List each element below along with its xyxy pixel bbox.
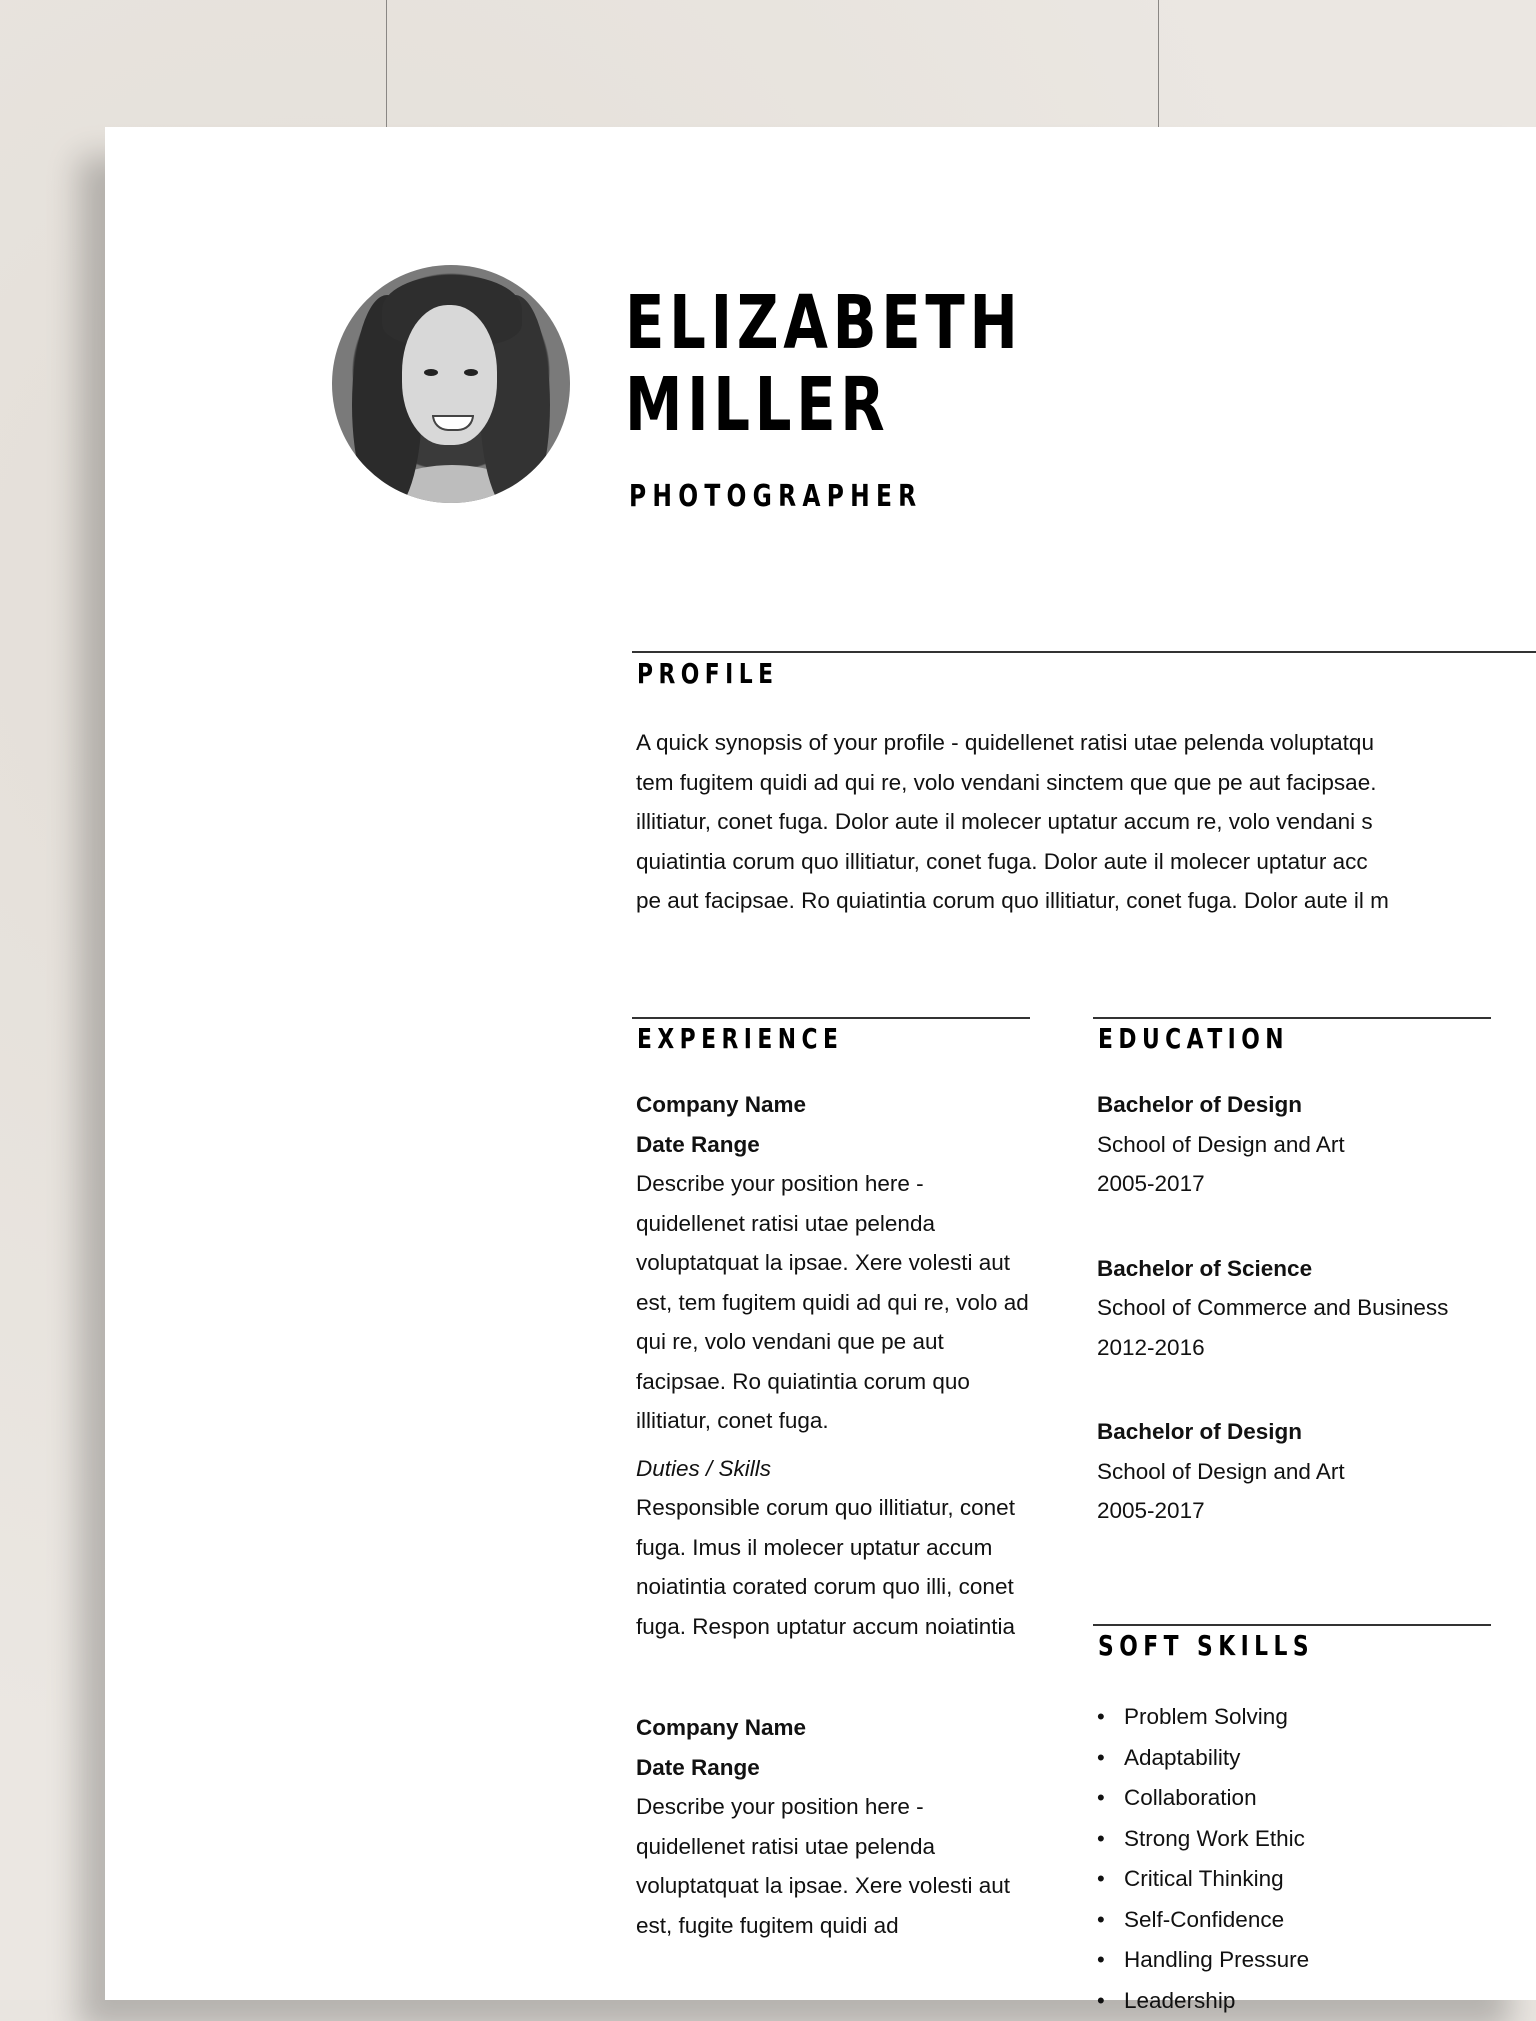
skill-item: • Adaptability [1097, 1738, 1309, 1779]
education-entry [1097, 1249, 1527, 1368]
degree: Bachelor of Science [1097, 1249, 1527, 1289]
profile-line: pe aut facipsae. Ro quiatintia corum quo illitiatur, conet fuga. Dolor aute il m [636, 881, 1536, 921]
years: 2005-2017 [1097, 1164, 1527, 1204]
name-last: MILLER [625, 362, 889, 448]
profile-heading: PROFILE [637, 657, 778, 690]
profile-line: tem fugitem quidi ad qui re, volo vendani sinctem que que pe aut facipsae. [636, 763, 1536, 803]
experience-entry [636, 1085, 1031, 1646]
position-description: Describe your position here - quidellenet ratisi utae pelenda voluptatquat la ipsae. Xere volesti aut est, fugite fugitem quidi ad [636, 1787, 1031, 1945]
photo-eye-right [464, 369, 478, 376]
soft-skills-divider [1093, 1624, 1491, 1626]
years: 2012-2016 [1097, 1328, 1527, 1368]
skill-item: • Handling Pressure [1097, 1940, 1309, 1981]
hanging-wire-right [1158, 0, 1159, 127]
job-title: PHOTOGRAPHER [629, 479, 922, 514]
degree: Bachelor of Design [1097, 1085, 1527, 1125]
experience-heading: EXPERIENCE [637, 1022, 843, 1055]
skill-item: • Leadership [1097, 1981, 1309, 2021]
experience-entry [636, 1708, 1031, 1945]
profile-line: quiatintia corum quo illitiatur, conet fuga. Dolor aute il molecer uptatur acc [636, 842, 1536, 882]
date-range: Date Range [636, 1125, 1031, 1165]
soft-skills-heading: SOFT SKILLS [1098, 1629, 1314, 1662]
skill-item: • Self-Confidence [1097, 1900, 1309, 1941]
company-name: Company Name [636, 1085, 1031, 1125]
candidate-name [625, 282, 1022, 446]
profile-line: A quick synopsis of your profile - quidellenet ratisi utae pelenda voluptatqu [636, 723, 1536, 763]
education-heading: EDUCATION [1098, 1022, 1289, 1055]
profile-photo [332, 265, 570, 503]
skill-item: • Strong Work Ethic [1097, 1819, 1309, 1860]
education-entry [1097, 1412, 1527, 1531]
hanging-wire-left [386, 0, 387, 127]
position-description: Describe your position here - quidellenet ratisi utae pelenda voluptatquat la ipsae. Xere volesti aut est, tem fugitem quidi ad qui re, volo ad qui re, volo vendani que pe aut facipsae. Ro quiatintia corum quo illitiatur, conet fuga. [636, 1164, 1031, 1441]
skill-item: • Collaboration [1097, 1778, 1309, 1819]
education-list [1097, 1085, 1527, 1576]
experience-list [636, 1085, 1031, 1945]
skill-item: • Problem Solving [1097, 1697, 1309, 1738]
resume-page [105, 127, 1536, 2000]
duties-description: Responsible corum quo illitiatur, conet fuga. Imus il molecer uptatur accum noiatintia corated corum quo illi, conet fuga. Respon uptatur accum noiatintia [636, 1488, 1031, 1646]
duties-label: Duties / Skills [636, 1449, 1031, 1489]
years: 2005-2017 [1097, 1491, 1527, 1531]
soft-skills-list [1097, 1697, 1309, 2021]
school: School of Commerce and Business [1097, 1288, 1527, 1328]
skill-item: • Critical Thinking [1097, 1859, 1309, 1900]
date-range: Date Range [636, 1748, 1031, 1788]
education-entry [1097, 1085, 1527, 1204]
profile-summary [636, 723, 1536, 921]
education-divider [1093, 1017, 1491, 1019]
profile-line: illitiatur, conet fuga. Dolor aute il molecer uptatur accum re, volo vendani s [636, 802, 1536, 842]
profile-divider [632, 651, 1536, 653]
name-first: ELIZABETH [625, 280, 1022, 366]
school: School of Design and Art [1097, 1452, 1527, 1492]
degree: Bachelor of Design [1097, 1412, 1527, 1452]
school: School of Design and Art [1097, 1125, 1527, 1165]
company-name: Company Name [636, 1708, 1031, 1748]
photo-eye-left [424, 369, 438, 376]
experience-divider [632, 1017, 1030, 1019]
